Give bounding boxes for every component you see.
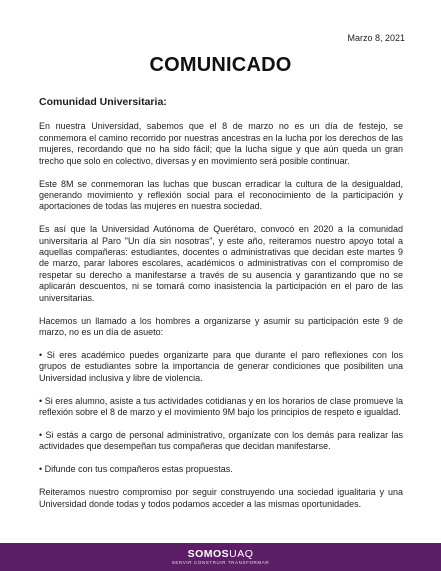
bullet-item: • Si estás a cargo de personal administrativo, organízate con los demás para realizar las actividades que desempeñan tus compañeras que decidan manifestarse. xyxy=(39,429,403,452)
bullet-item: • Difunde con tus compañeros estas propuestas. xyxy=(39,464,233,475)
footer-tagline: SERVIR CONSTRUIR TRANSFORMAR xyxy=(171,559,270,565)
document-body xyxy=(39,97,403,521)
logo-main-text: SOMOS xyxy=(187,547,230,560)
bullet-item: • Si eres académico puedes organizarte para que durante el paro reflexiones con los grupos de estudiantes sobre la importancia de generar condiciones que posibiliten una Universidad inclusiva y libre de violencia. xyxy=(39,349,403,383)
logo-sub-text: UAQ xyxy=(229,547,254,560)
paragraph: Este 8M se conmemoran las luchas que buscan erradicar la cultura de la desigualdad, generando movimiento y reflexión social para el reconocimiento de la participación y aportaciones de todas las mujeres en nuestra sociedad. xyxy=(39,178,403,212)
greeting: Comunidad Universitaria: xyxy=(39,96,167,108)
paragraph: Hacemos un llamado a los hombres a organizarse y asumir su participación este 9 de marzo, no es un día de asueto: xyxy=(39,315,403,337)
footer-bar xyxy=(0,543,441,571)
somos-uaq-logo xyxy=(188,549,254,560)
paragraph: Es así que la Universidad Autónoma de Querétaro, convocó en 2020 a la comunidad universitaria al Paro "Un día sin nosotras", y este año, reiteramos nuestro apoyo total a aquellas compañeras: estudiantes, docentes o administrativas que decidan este martes 9 de marzo, parar labores escolares, académicos o administrativas con el compromiso de respetar su derecho a manifestarse a través de su ausencia y garantizando que no se aplicarán descuentos, ni se tomará como inasistencia la participación en el paro de las universitarias. xyxy=(39,224,403,303)
closing-paragraph: Reiteramos nuestro compromiso por seguir construyendo una sociedad igualitaria y una Universidad donde todas y todos podamos acceder a las mismas oportunidades. xyxy=(39,487,403,509)
document-title: COMUNICADO xyxy=(149,54,292,76)
paragraph: En nuestra Universidad, sabemos que el 8 de marzo no es un día de festejo, se conmemora el camino recorrido por nuestras ancestras en la lucha por los derechos de las mujeres, recordando que no ha sido fácil; que la lucha sigue y que aún queda un gran trecho que solo en colectivo, diversas y en movimiento será posible continuar. xyxy=(39,121,403,166)
document-date: Marzo 8, 2021 xyxy=(347,33,405,43)
bullet-item: • Si eres alumno, asiste a tus actividades cotidianas y en los horarios de clase promueve la reflexión sobre el 8 de marzo y el movimiento 9M bajo los principios de respeto e igualdad. xyxy=(39,395,403,418)
